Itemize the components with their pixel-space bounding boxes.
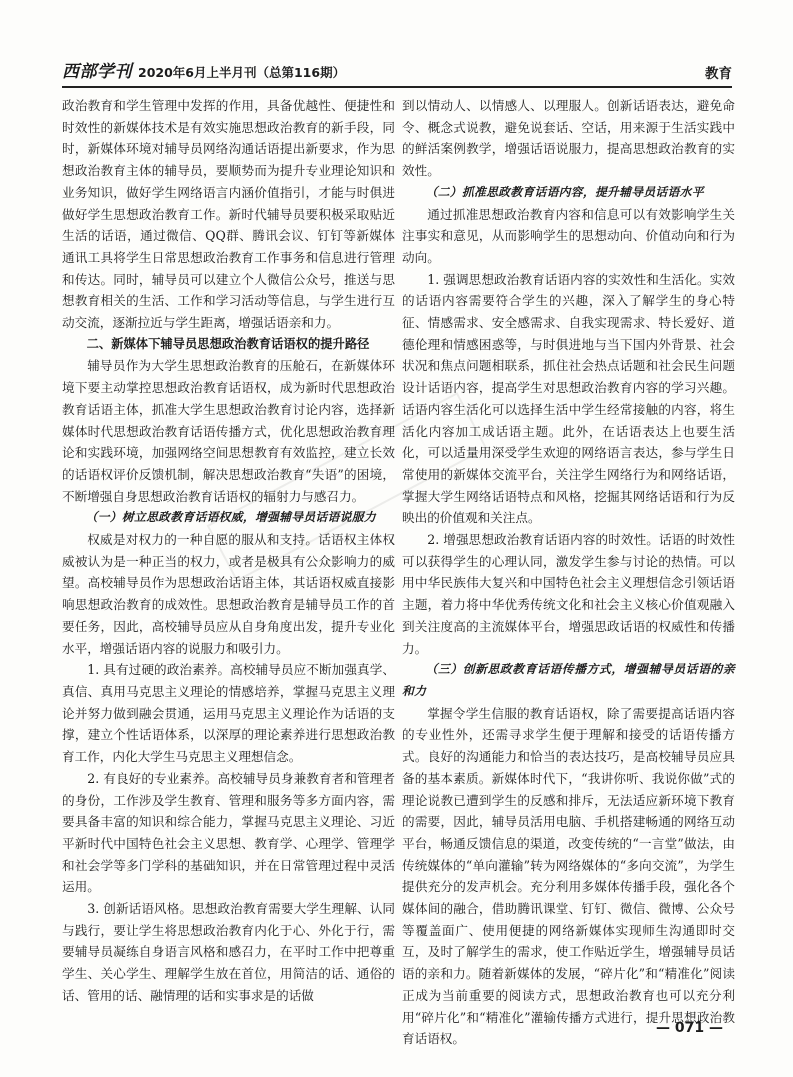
page-header: [62, 56, 732, 88]
paragraph: 3. 创新话语风格。思想政治教育需要大学生理解、认同与践行，要让学生将思想政治教育内化于心、外化于行，需要辅导员凝练自身语言风格和感召力，在平时工作中把尊重学生、关心学生、理解学生放在首位，用简洁的话、通俗的话、管用的话、融情理的话和实事求是的话做: [62, 901, 395, 1003]
header-left: [62, 57, 345, 82]
subsection-heading: （二）抓准思政教育话语内容，提升辅导员话语水平: [425, 184, 704, 199]
paragraph: 1. 具有过硬的政治素养。高校辅导员应不断加强真学、真信、真用马克思主义理论的情感培养，掌握马克思主义理论并努力做到融会贯通，运用马克思主义理论作为话语的支撑，建立个性话语体系，以深厚的理论素养进行思想政治教育工作，内化大学生马克思主义理想信念。: [62, 662, 395, 765]
paragraph: 权威是对权力的一种自愿的服从和支持。话语权主体权威被认为是一种正当的权力，或者是极具有公众影响力的威望。高校辅导员作为思想政治话语主体，其话语权威直接影响思想政治教育的成效性。思想政治教育是辅导员工作的首要任务，因此，高校辅导员应从自身角度出发，提升专业化水平，增强话语内容的说服力和吸引力。: [62, 532, 395, 656]
paragraph: 1. 强调思想政治教育话语内容的实效性和生活化。实效的话语内容需要符合学生的兴趣，深入了解学生的身心特征、情感需求、安全感需求、自我实现需求、特长爱好、道德伦理和情感困惑等，与时俱进地与当下国内外背景、社会状况和焦点问题相联系，抓住社会热点话题和社会民生问题设计话语内容，提高学生对思想政治教育内容的学习兴趣。话语内容生活化可以选择生活中学生经常接触的内容，将生活化内容加工成话语主题。此外，在话语表达上也要生活化，可以适量用深受学生欢迎的网络语言表达，参与学生日常使用的新媒体交流平台，关注学生网络行为和网络话语，掌握大学生网络话语特点和风格，挖掘其网络话语和行为反映出的价值观和关注点。: [402, 271, 735, 526]
page-number: — 071 —: [656, 1020, 723, 1036]
left-column: [62, 95, 395, 1007]
subsection-heading: （一）树立思政教育话语权威，增强辅导员话语说服力: [85, 510, 376, 525]
paragraph: 辅导员作为大学生思想政治教育的压舱石，在新媒体环境下要主动掌控思想政治教育话语权，成为新时代思想政治教育话语主体，抓准大学生思想政治教育讨论内容，选择新媒体时代思想政治教育话语传播方式，优化思想政治教育理论和实践环境，加强网络空间思想教育有效监控，建立长效的话语权评价反馈机制，解决思想政治教育“失语”的困境，不断增强自身思想政治教育话语权的辐射力与感召力。: [62, 358, 395, 504]
journal-logo: 西部学刊: [62, 62, 132, 82]
paragraph: 通过抓准思想政治教育内容和信息可以有效影响学生关注事实和意见，从而影响学生的思想动向、价值动向和行为动向。: [402, 206, 735, 265]
section-heading: 二、新媒体下辅导员思想政治教育话语权的提升路径: [86, 336, 370, 351]
paragraph: 2. 增强思想政治教育话语内容的时效性。话语的时效性可以获得学生的心理认同，激发学生参与讨论的热情。可以用中华民族伟大复兴和中国特色社会主义理想信念引领话语主题，着力将中华优秀传统文化和社会主义核心价值观融入到关注度高的主流媒体平台，增强思政话语的权威性和传播力。: [402, 532, 735, 656]
paragraph: 政治教育和学生管理中发挥的作用，具备优越性、便捷性和时效性的新媒体技术是有效实施思想政治教育的新手段，同时，新媒体环境对辅导员网络沟通话语提出新要求，作为思想政治教育主体的辅导员，要顺势而为提升专业理论知识和业务知识，做好学生网络语言内涵价值指引，才能与时俱进做好学生思想政治教育工作。新时代辅导员要积极采取贴近生活的话语，通过微信、QQ群、腾讯会议、钉钉等新媒体通讯工具将学生日常思想政治教育工作事务和信息进行管理和传达。同时，辅导员可以建立个人微信公众号，推送与思想教育相关的生活、工作和学习活动等信息，与学生进行互动交流，逐渐拉近与学生距离，增强话语亲和力。: [62, 98, 395, 331]
section-name: 教育: [705, 66, 732, 82]
subsection-heading: （三）创新思政教育话语传播方式，增强辅导员话语的亲和力: [402, 662, 735, 698]
issue-info: 2020年6月上半月刊（总第116期）: [138, 65, 346, 80]
paragraph: 2. 有良好的专业素养。高校辅导员身兼教育者和管理者的身份，工作涉及学生教育、管理和服务等多方面内容，需要具备丰富的知识和综合能力，掌握马克思主义理论、习近平新时代中国特色社会主义思想、教育学、心理学、管理学和社会学等多门学科的基础知识，并在日常管理过程中灵活运用。: [62, 770, 395, 895]
right-column: [402, 95, 735, 1050]
paragraph: 掌握令学生信服的教育话语权，除了需要提高话语内容的专业性外，还需寻求学生便于理解和接受的话语传播方式。良好的沟通能力和恰当的表达技巧，是高校辅导员应具备的基本素质。新媒体时代下，“我讲你听、我说你做”式的理论说教已遭到学生的反感和排斥，无法适应新环境下教育的需要，因此，辅导员活用电脑、手机搭建畅通的网络互动平台，畅通反馈信息的渠道，改变传统的“一言堂”做法，由传统媒体的“单向灌输”转为网络媒体的“多向交流”，为学生提供充分的发声机会。充分利用多媒体传播手段，强化各个媒体间的融合，借助腾讯课堂、钉钉、微信、微博、公众号等覆盖面广、使用便捷的网络新媒体实现师生沟通即时交互，及时了解学生的需求，使工作贴近学生，增强辅导员话语的亲和力。随着新媒体的发展，“碎片化”和“精准化”阅读正成为当前重要的阅读方式，思想政治教育也可以充分利用“碎片化”和“精准化”灌输传播方式进行，提升思想政治教育话语权。: [402, 705, 735, 1047]
paragraph: 到以情动人、以情感人、以理服人。创新话语表达，避免命令、概念式说教，避免说套话、空话，用来源于生活实践中的鲜活案例教学，增强话语说服力，提高思想政治教育的实效性。: [402, 98, 735, 179]
